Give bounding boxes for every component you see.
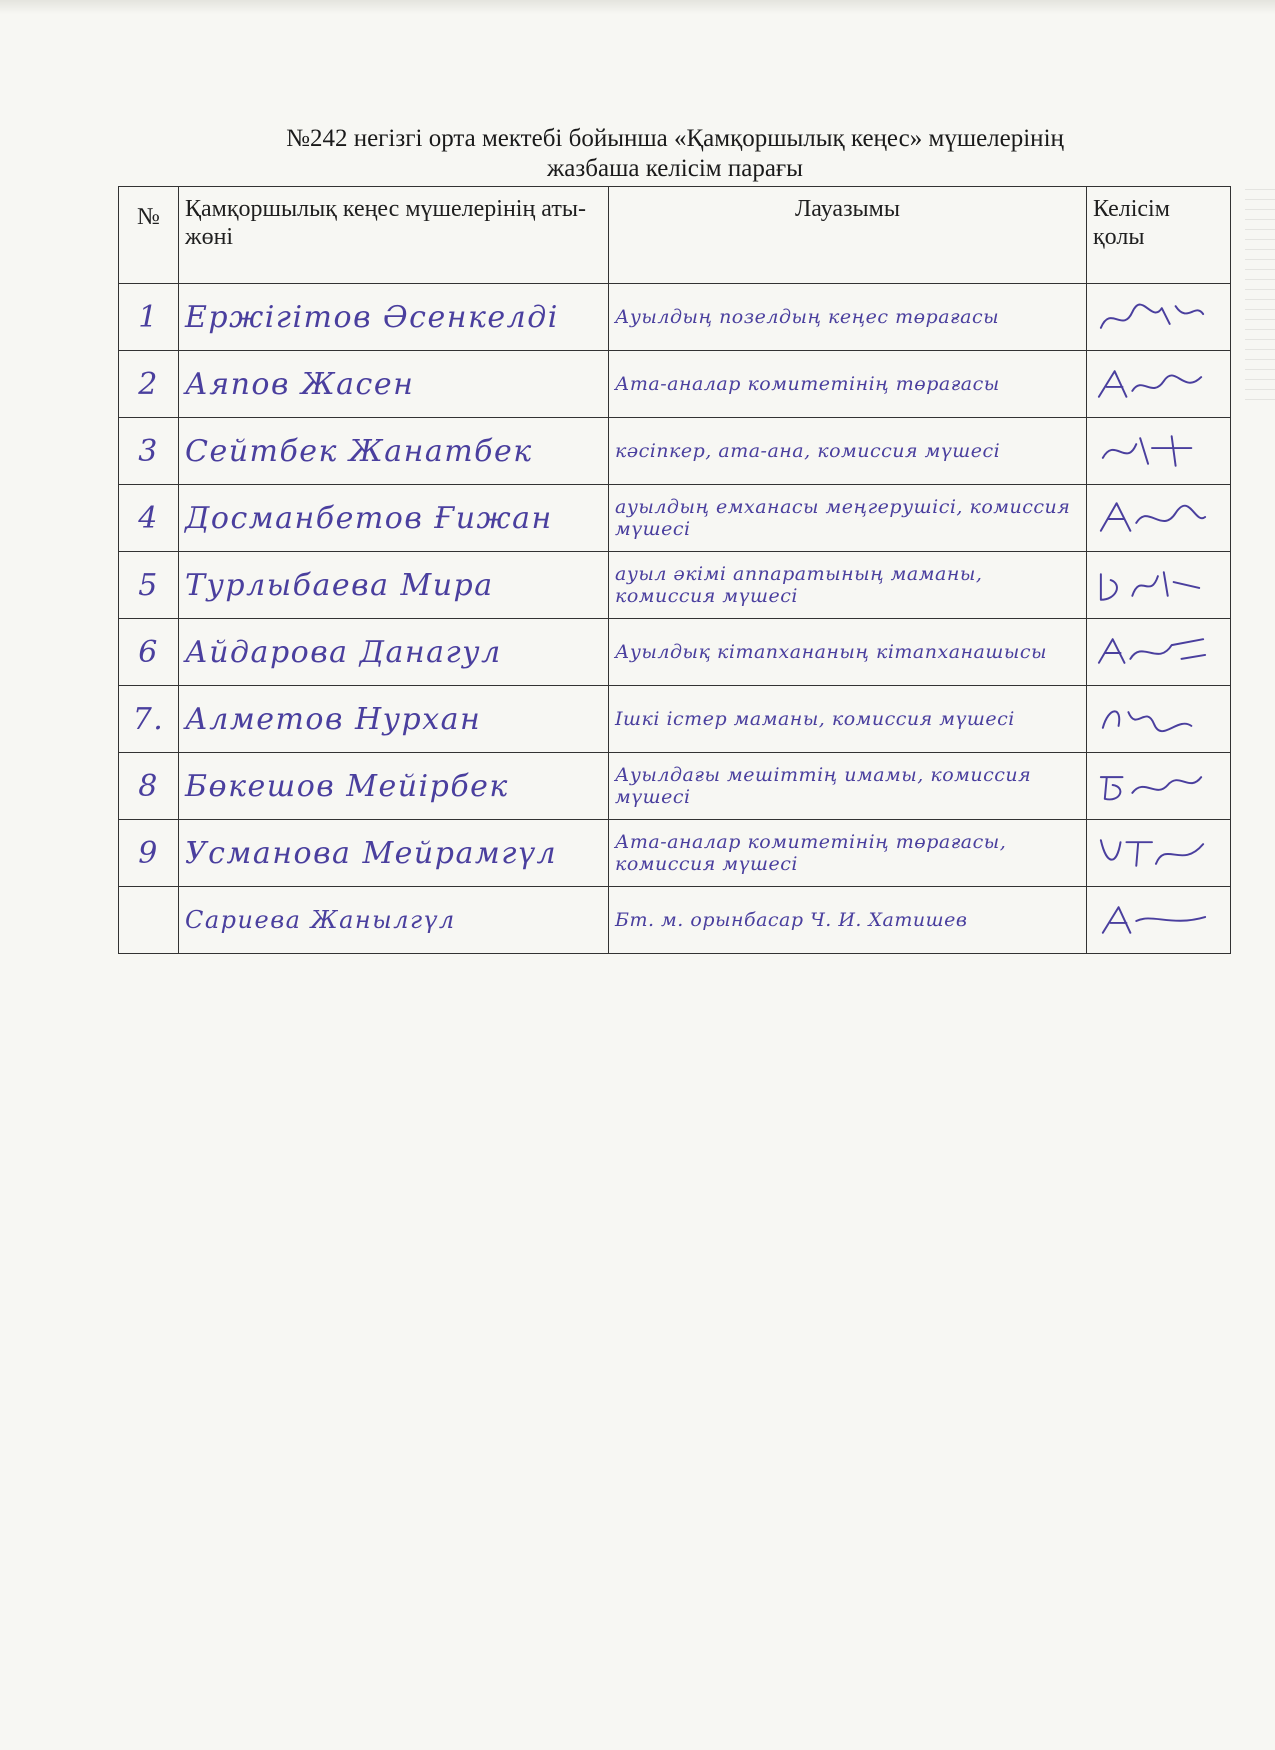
member-name: Алметов Нурхан	[179, 686, 609, 753]
row-number: 3	[119, 418, 179, 485]
signature-cell	[1087, 418, 1231, 485]
title-line-1: №242 негізгі орта мектебі бойынша «Қамқоршылық кеңес» мүшелерінің	[286, 125, 1064, 152]
row-number: 8	[119, 753, 179, 820]
signature-cell	[1087, 351, 1231, 418]
header-position: Лауазымы	[609, 187, 1087, 284]
member-position: Ішкі істер маманы, комиссия мүшесі	[609, 686, 1087, 753]
signature-cell	[1087, 284, 1231, 351]
table-row	[119, 552, 1231, 619]
title-line-2: жазбаша келісім парағы	[547, 155, 803, 182]
document-title	[200, 124, 1150, 184]
handwritten-signature	[1093, 830, 1211, 876]
table-row	[119, 887, 1231, 954]
member-name: Сариева Жанылгүл	[179, 887, 609, 954]
member-name: Турлыбаева Мира	[179, 552, 609, 619]
handwritten-signature	[1093, 696, 1211, 742]
row-number: 4	[119, 485, 179, 552]
table-row	[119, 351, 1231, 418]
member-position: Ауылдың позелдың кеңес төрағасы	[609, 284, 1087, 351]
table-row	[119, 418, 1231, 485]
row-number: 5	[119, 552, 179, 619]
signature-cell	[1087, 820, 1231, 887]
row-number: 6	[119, 619, 179, 686]
member-name: Досманбетов Ғижан	[179, 485, 609, 552]
signature-cell	[1087, 619, 1231, 686]
handwritten-signature	[1093, 897, 1211, 943]
handwritten-signature	[1093, 763, 1211, 809]
handwritten-signature	[1093, 294, 1211, 340]
member-name: Сейтбек Жанатбек	[179, 418, 609, 485]
scan-artifact	[1245, 180, 1275, 400]
member-name: Айдарова Данагул	[179, 619, 609, 686]
handwritten-signature	[1093, 361, 1211, 407]
row-number: 2	[119, 351, 179, 418]
signature-cell	[1087, 753, 1231, 820]
consent-table	[118, 186, 1231, 954]
table-row	[119, 485, 1231, 552]
signature-cell	[1087, 552, 1231, 619]
member-position: Ауылдық кітапхананың кітапханашысы	[609, 619, 1087, 686]
signature-cell	[1087, 686, 1231, 753]
member-position: Ата-аналар комитетінің төрағасы	[609, 351, 1087, 418]
member-position: кәсіпкер, ата-ана, комиссия мүшесі	[609, 418, 1087, 485]
member-position: Ауылдағы мешіттің имамы, комиссия мүшесі	[609, 753, 1087, 820]
member-name: Бөкешов Мейірбек	[179, 753, 609, 820]
table-row	[119, 619, 1231, 686]
member-position: Бт. м. орынбасар Ч. И. Хатишев	[609, 887, 1087, 954]
member-position: Ата-аналар комитетінің төрағасы, комиссия мүшесі	[609, 820, 1087, 887]
header-number: №	[119, 187, 179, 284]
page-edge	[0, 0, 1275, 14]
handwritten-signature	[1093, 428, 1211, 474]
handwritten-signature	[1093, 562, 1211, 608]
table-row	[119, 820, 1231, 887]
row-number: 7.	[119, 686, 179, 753]
signature-cell	[1087, 887, 1231, 954]
table-row	[119, 753, 1231, 820]
member-position: ауылдың емханасы меңгерушісі, комиссия мүшесі	[609, 485, 1087, 552]
handwritten-signature	[1093, 495, 1211, 541]
header-signature: Келісім қолы	[1087, 187, 1231, 284]
row-number: 1	[119, 284, 179, 351]
handwritten-signature	[1093, 629, 1211, 675]
member-position: ауыл әкімі аппаратының маманы, комиссия мүшесі	[609, 552, 1087, 619]
row-number: 9	[119, 820, 179, 887]
row-number	[119, 887, 179, 954]
member-name: Усманова Мейрамгүл	[179, 820, 609, 887]
table-row	[119, 284, 1231, 351]
member-name: Аяпов Жасен	[179, 351, 609, 418]
table-row	[119, 686, 1231, 753]
member-name: Ержігітов Әсенкелді	[179, 284, 609, 351]
header-name: Қамқоршылық кеңес мүшелерінің аты-жөні	[179, 187, 609, 284]
signature-cell	[1087, 485, 1231, 552]
table-header-row	[119, 187, 1231, 284]
